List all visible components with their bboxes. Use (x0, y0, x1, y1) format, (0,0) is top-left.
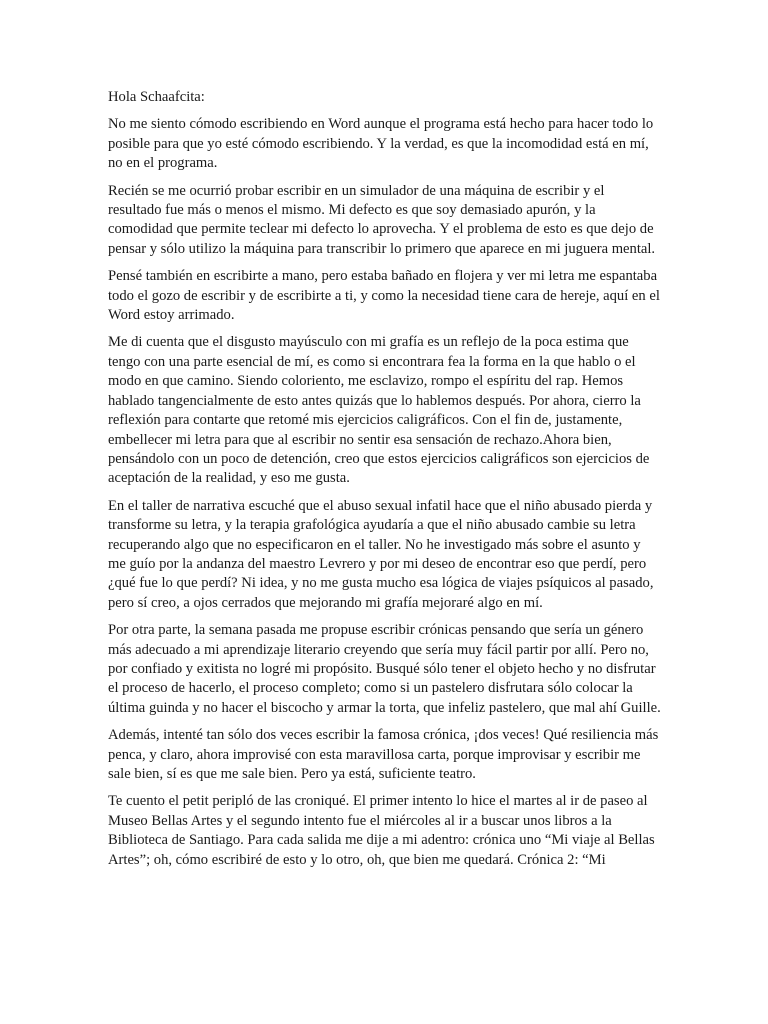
paragraph: Pensé también en escribirte a mano, pero estaba bañado en flojera y ver mi letra me espantaba todo el gozo de escribir y de escribirte a ti, y como la necesidad tiene cara de hereje, aquí en el Word estoy arrimado. (108, 268, 660, 324)
paragraph: Te cuento el petit peripló de las croniqué. El primer intento lo hice el martes al ir de paseo al Museo Bellas Artes y el segundo intento fue el miércoles al ir a buscar unos libros a la Biblioteca de Santiago. Para cada salida me dije a mi adentro: crónica uno “Mi viaje al Bellas Artes”; oh, cómo escribiré de esto y lo otro, oh, que bien me quedará. Crónica 2: “Mi (108, 793, 655, 868)
paragraph: Me di cuenta que el disgusto mayúsculo con mi grafía es un reflejo de la poca estima que tengo con una parte esencial de mí, es como si encontrara fea la forma en la que hablo o el modo en que camino. Siendo coloriento, me esclavizo, rompo el espíritu del rap. Hemos hablado tangencialmente de esto antes quizás que lo hablemos después. Por ahora, cierro la reflexión para contarte que retomé mis ejercicios caligráficos. Con el fin de, justamente, embellecer mi letra para que al escribir no sentir esa sensación de rechazo.Ahora bien, pensándolo con un poco de detención, creo que estos ejercicios caligráficos son ejercicios de aceptación de la realidad, y eso me gusta. (108, 334, 650, 487)
paragraph: Por otra parte, la semana pasada me propuse escribir crónicas pensando que sería un género más adecuado a mi aprendizaje literario creyendo que sería muy fácil partir por allí. Pero no, por confiado y exitista no logré mi propósito. Busqué sólo tener el objeto hecho y no disfrutar el proceso de hacerlo, el proceso completo; como si un pastelero disfrutara sólo colocar la última guinda y no hacer el biscocho y armar la torta, que infeliz pastelero, que mal ahí Guille. (108, 622, 661, 716)
letter-body (108, 88, 661, 878)
paragraph: En el taller de narrativa escuché que el abuso sexual infatil hace que el niño abusado pierda y transforme su letra, y la terapia grafológica ayudaría a que el niño abusado cambie su letra recuperando algo que no especificaron en el taller. No he investigado más sobre el asunto y me guío por la andanza del maestro Levrero y por mi deseo de encontrar eso que perdí, pero ¿qué fue lo que perdí? Ni idea, y no me gusta mucho esa lógica de viajes psíquicos al pasado, pero sí creo, a ojos cerrados que mejorando mi grafía mejoraré algo en mí. (108, 497, 654, 611)
paragraph: Recién se me ocurrió probar escribir en un simulador de una máquina de escribir y el resultado fue más o menos el mismo. Mi defecto es que soy demasiado apurón, y la comodidad que permite teclear mi defecto lo aprovecha. Y el problema de esto es que dejo de pensar y sólo utilizo la máquina para transcribir lo primero que aparece en mi juguera mental. (108, 182, 656, 257)
paragraph: Además, intenté tan sólo dos veces escribir la famosa crónica, ¡dos veces! Qué resiliencia más penca, y claro, ahora improvisé con esta maravillosa carta, porque improvisar y escribir me sale bien, sí es que me sale bien. Pero ya está, suficiente teatro. (108, 727, 659, 782)
letter-greeting: Hola Schaafcita: (108, 89, 205, 105)
paragraph: No me siento cómodo escribiendo en Word aunque el programa está hecho para hacer todo lo posible para que yo esté cómodo escribiendo. Y la verdad, es que la incomodidad está en mí, no en el programa. (108, 116, 654, 172)
